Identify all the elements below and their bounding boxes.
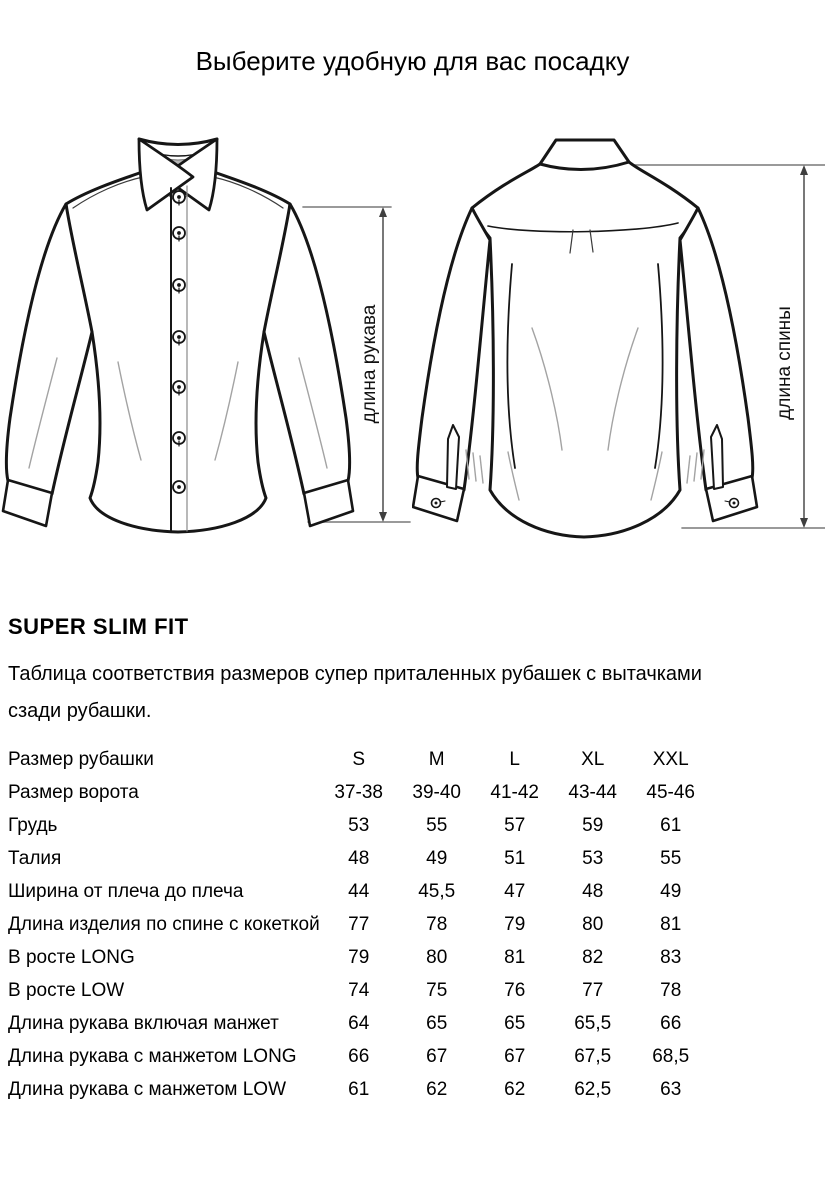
size-value: 81 (504, 946, 526, 968)
row-label: Талия (8, 847, 62, 869)
size-value: 48 (582, 880, 604, 902)
back-torso (472, 162, 698, 537)
shirt-figures (0, 120, 825, 560)
size-value: 39-40 (412, 781, 462, 803)
size-value: 65,5 (574, 1012, 612, 1034)
size-value: 81 (660, 913, 682, 935)
right-sleeve-placket (711, 425, 723, 489)
table-row (8, 1007, 710, 1040)
size-value: 76 (504, 979, 526, 1001)
size-value: 77 (582, 979, 604, 1001)
row-label: Длина рукава с манжетом LOW (8, 1078, 287, 1100)
size-column-header: XXL (652, 748, 689, 770)
shirt-back-drawing (412, 120, 825, 560)
size-value: 64 (348, 1012, 370, 1034)
size-table-header-row (8, 743, 710, 776)
size-value: 37-38 (334, 781, 384, 803)
size-value: 62,5 (574, 1078, 612, 1100)
size-value: 61 (348, 1078, 370, 1100)
table-row (8, 908, 710, 941)
size-value: 45-46 (646, 781, 696, 803)
left-sleeve-placket (447, 425, 459, 489)
size-value: 67 (504, 1045, 526, 1067)
size-value: 49 (426, 847, 448, 869)
table-row (8, 1040, 710, 1073)
size-value: 74 (348, 979, 370, 1001)
size-value: 49 (660, 880, 682, 902)
size-value: 53 (582, 847, 604, 869)
size-value: 65 (426, 1012, 448, 1034)
size-value: 55 (426, 814, 448, 836)
size-value: 62 (504, 1078, 526, 1100)
size-table (8, 743, 710, 1106)
size-value: 55 (660, 847, 682, 869)
row-label: Длина изделия по спине с кокеткой (8, 913, 320, 935)
page-title: Выберите удобную для вас посадку (195, 46, 630, 76)
row-label: Грудь (8, 814, 58, 836)
size-value: 44 (348, 880, 370, 902)
size-value: 79 (348, 946, 370, 968)
row-label: Длина рукава с манжетом LONG (8, 1045, 297, 1067)
size-value: 63 (660, 1078, 682, 1100)
fit-heading: SUPER SLIM FIT (8, 614, 189, 639)
table-description (8, 656, 702, 730)
row-label: Размер ворота (8, 781, 139, 803)
table-row (8, 974, 710, 1007)
size-value: 67 (426, 1045, 448, 1067)
size-column-header: S (352, 748, 366, 770)
table-row (8, 809, 710, 842)
back-collar-stand (540, 140, 629, 170)
size-column-header: XL (581, 748, 605, 770)
shirt-front-drawing (0, 120, 412, 560)
size-column-header: M (428, 748, 445, 770)
description-line: сзади рубашки. (8, 700, 152, 722)
size-value: 78 (426, 913, 448, 935)
size-value: 82 (582, 946, 604, 968)
size-value: 43-44 (568, 781, 618, 803)
size-value: 75 (426, 979, 448, 1001)
size-table-body (8, 776, 710, 1106)
front-torso (66, 172, 290, 532)
size-value: 67,5 (574, 1045, 612, 1067)
row-label: В росте LONG (8, 946, 135, 968)
row-label: Длина рукава включая манжет (8, 1012, 279, 1034)
size-value: 59 (582, 814, 604, 836)
size-value: 68,5 (652, 1045, 690, 1067)
size-value: 61 (660, 814, 682, 836)
size-value: 47 (504, 880, 526, 902)
size-column-header: L (509, 748, 520, 770)
size-value: 83 (660, 946, 682, 968)
size-value: 66 (660, 1012, 682, 1034)
size-value: 62 (426, 1078, 448, 1100)
row-label: В росте LOW (8, 979, 125, 1001)
table-row (8, 1073, 710, 1106)
size-value: 57 (504, 814, 526, 836)
size-value: 78 (660, 979, 682, 1001)
table-row (8, 776, 710, 809)
back-length-label: длина спины (774, 306, 795, 420)
size-value: 77 (348, 913, 370, 935)
description-line: Таблица соответствия размеров супер приталенных рубашек с вытачками (8, 663, 702, 685)
table-row (8, 875, 710, 908)
sleeve-length-label: длина рукава (359, 304, 380, 424)
size-value: 65 (504, 1012, 526, 1034)
size-value: 45,5 (418, 880, 456, 902)
size-value: 80 (426, 946, 448, 968)
size-value: 66 (348, 1045, 370, 1067)
row-label: Ширина от плеча до плеча (8, 880, 244, 902)
size-value: 51 (504, 847, 526, 869)
table-row (8, 941, 710, 974)
size-value: 53 (348, 814, 370, 836)
size-value: 41-42 (490, 781, 540, 803)
size-value: 80 (582, 913, 604, 935)
size-value: 79 (504, 913, 526, 935)
table-row (8, 842, 710, 875)
row-label: Размер рубашки (8, 748, 154, 770)
size-value: 48 (348, 847, 370, 869)
